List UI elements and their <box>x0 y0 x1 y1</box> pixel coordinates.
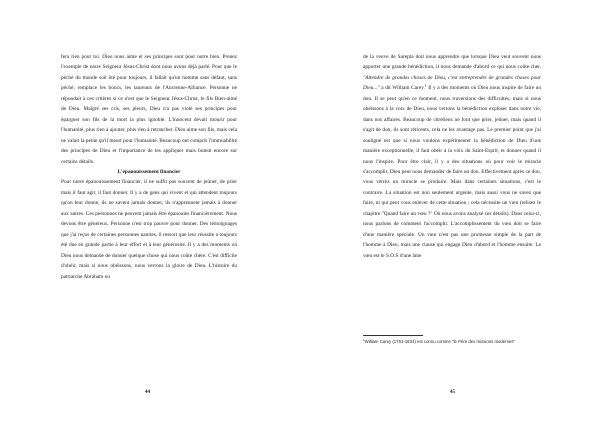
page-number-left: 44 <box>145 390 150 395</box>
left-text-column <box>61 52 237 282</box>
quote-attribution: a dit William Carey. <box>379 85 425 92</box>
left-paragraph-1: fera rien pour toi. Dieu nous aime et ses principes sont pour notre bien. Prenez l'exemple de notre Seigneur Jésus-Christ dont nous avons déjà parlé. Pour que le péché du monde soit ôté pour toujours, il fallait qu'un homme sans défaut, sans péché, remplace les boucs, les taureaux de l'Ancienne-Alliance. Personne ne répondait à ces critères si ce n'est que le Seigneur Jésus-Christ, le fils Bien-aimé de Dieu. Malgré ses cris, ses pleurs, Dieu n'a pas violé ses principes pour épargner son fils de la mort la plus ignoble. L'innocent devait mourir pour l'humanité, plus rien à ajouter, plus rien à retrancher. Dieu aime son fils, mais cela ne valait la peine qu'il meurt pour l'humanité. Beaucoup ont compris l'immuabilité des principes de Dieu et l'importance de les appliquer mais butent encore sur certains détails. <box>61 54 237 165</box>
right-page <box>300 0 600 424</box>
footnote-separator <box>363 335 423 336</box>
page-number-right: 45 <box>450 390 455 395</box>
section-heading: L'épanouissement financier <box>117 168 181 175</box>
right-text-column <box>363 52 541 261</box>
footnote-number: 1 <box>363 338 365 342</box>
right-paragraph-1 <box>363 52 541 261</box>
footnote-text: William Carey (1761-1834) est connu comme "le Père des missions modernes" <box>364 339 516 344</box>
footnote <box>363 338 541 346</box>
left-paragraph-2: Pour notre épanouissement financier, il ne suffit pas souvent de jeûner, de prier mais il faut agir, il faut donner. Il y a de gens qui vivent et qui attendent toujours qu'on leur donne, ils ne savent jamais donner, ils n'apprennent jamais à donner aux autres. Ces personnes ne peuvent jamais être épanouies financièrement. Nous devons être généreux. Personne n'est trop pauvre pour donner. Des témoignages que j'ai reçus de certaines personnes nanties, il ressort que leur réussite a toujours été due en grande partie à leur effort et à leur générosité. Il y a des moments où Dieu nous demande de donner quelque chose qui nous coûte chère. C'est difficile d'obéir, mais si nous obéissons, nous verrons la gloire de Dieu. L'histoire du patriarche Abraham ou <box>61 179 237 280</box>
carey-quote: "Attendre de grandes choses de Dieu, c'est entreprendre de grandes choses pour Dieu..." <box>363 74 541 92</box>
footnote-marker: 1 <box>424 84 427 89</box>
right-paragraph-start: de la veuve de Sarepta doit nous apprendre que lorsque Dieu veut souvent nous apporter une grande bénédiction, il nous demande d'abord ce qui nous coûte cher. <box>363 54 541 71</box>
right-paragraph-rest: Il y a des moments où Dieu nous inspire de faire un don. Il se peut qu'en ce moment, nous traversions des difficultés, mais si nous obéissons à la voix de Dieu, nous verrons la bénédiction exploser dans notre vie, dans nos affaires. Beaucoup de chrétiens ne font que prier, jeûner, mais quand il s'agit de don, ils sont réticents, cela ne les avantage pas. Le premier point que j'ai souligné est que si nous voulons expérimenter la bénédiction de Dieu d'une manière exceptionnelle, il faut obéir à la voix du Saint-Esprit, et donner quand il nous l'inspire. Pour être clair, il y a des situations où pour voir le miracle s'accomplir, Dieu peut nous demander de faire un don. Effectivement après ce don, vous verrez un miracle se produire. Mais dans certaines situations, c'est le contraire. La situation est non seulement urgente, mais aussi vous ne savez que faire, ni qui peut vous enlever de cette situation ; cela nécessite un vœu (relisez le chapitre "Quand faire un vœu ?" Où nous avons analysé ces détails). Dans celui-ci, nous parlons de comment l'accomplir. L'accomplissement du vœu doit se faire d'une manière spéciale. Un vœu n'est pas une promesse simple de la part de l'homme à Dieu, mais une clause qui engage Dieu d'abord et l'homme ensuite. Le vœu est le S.O.S d'une âme <box>363 85 541 259</box>
